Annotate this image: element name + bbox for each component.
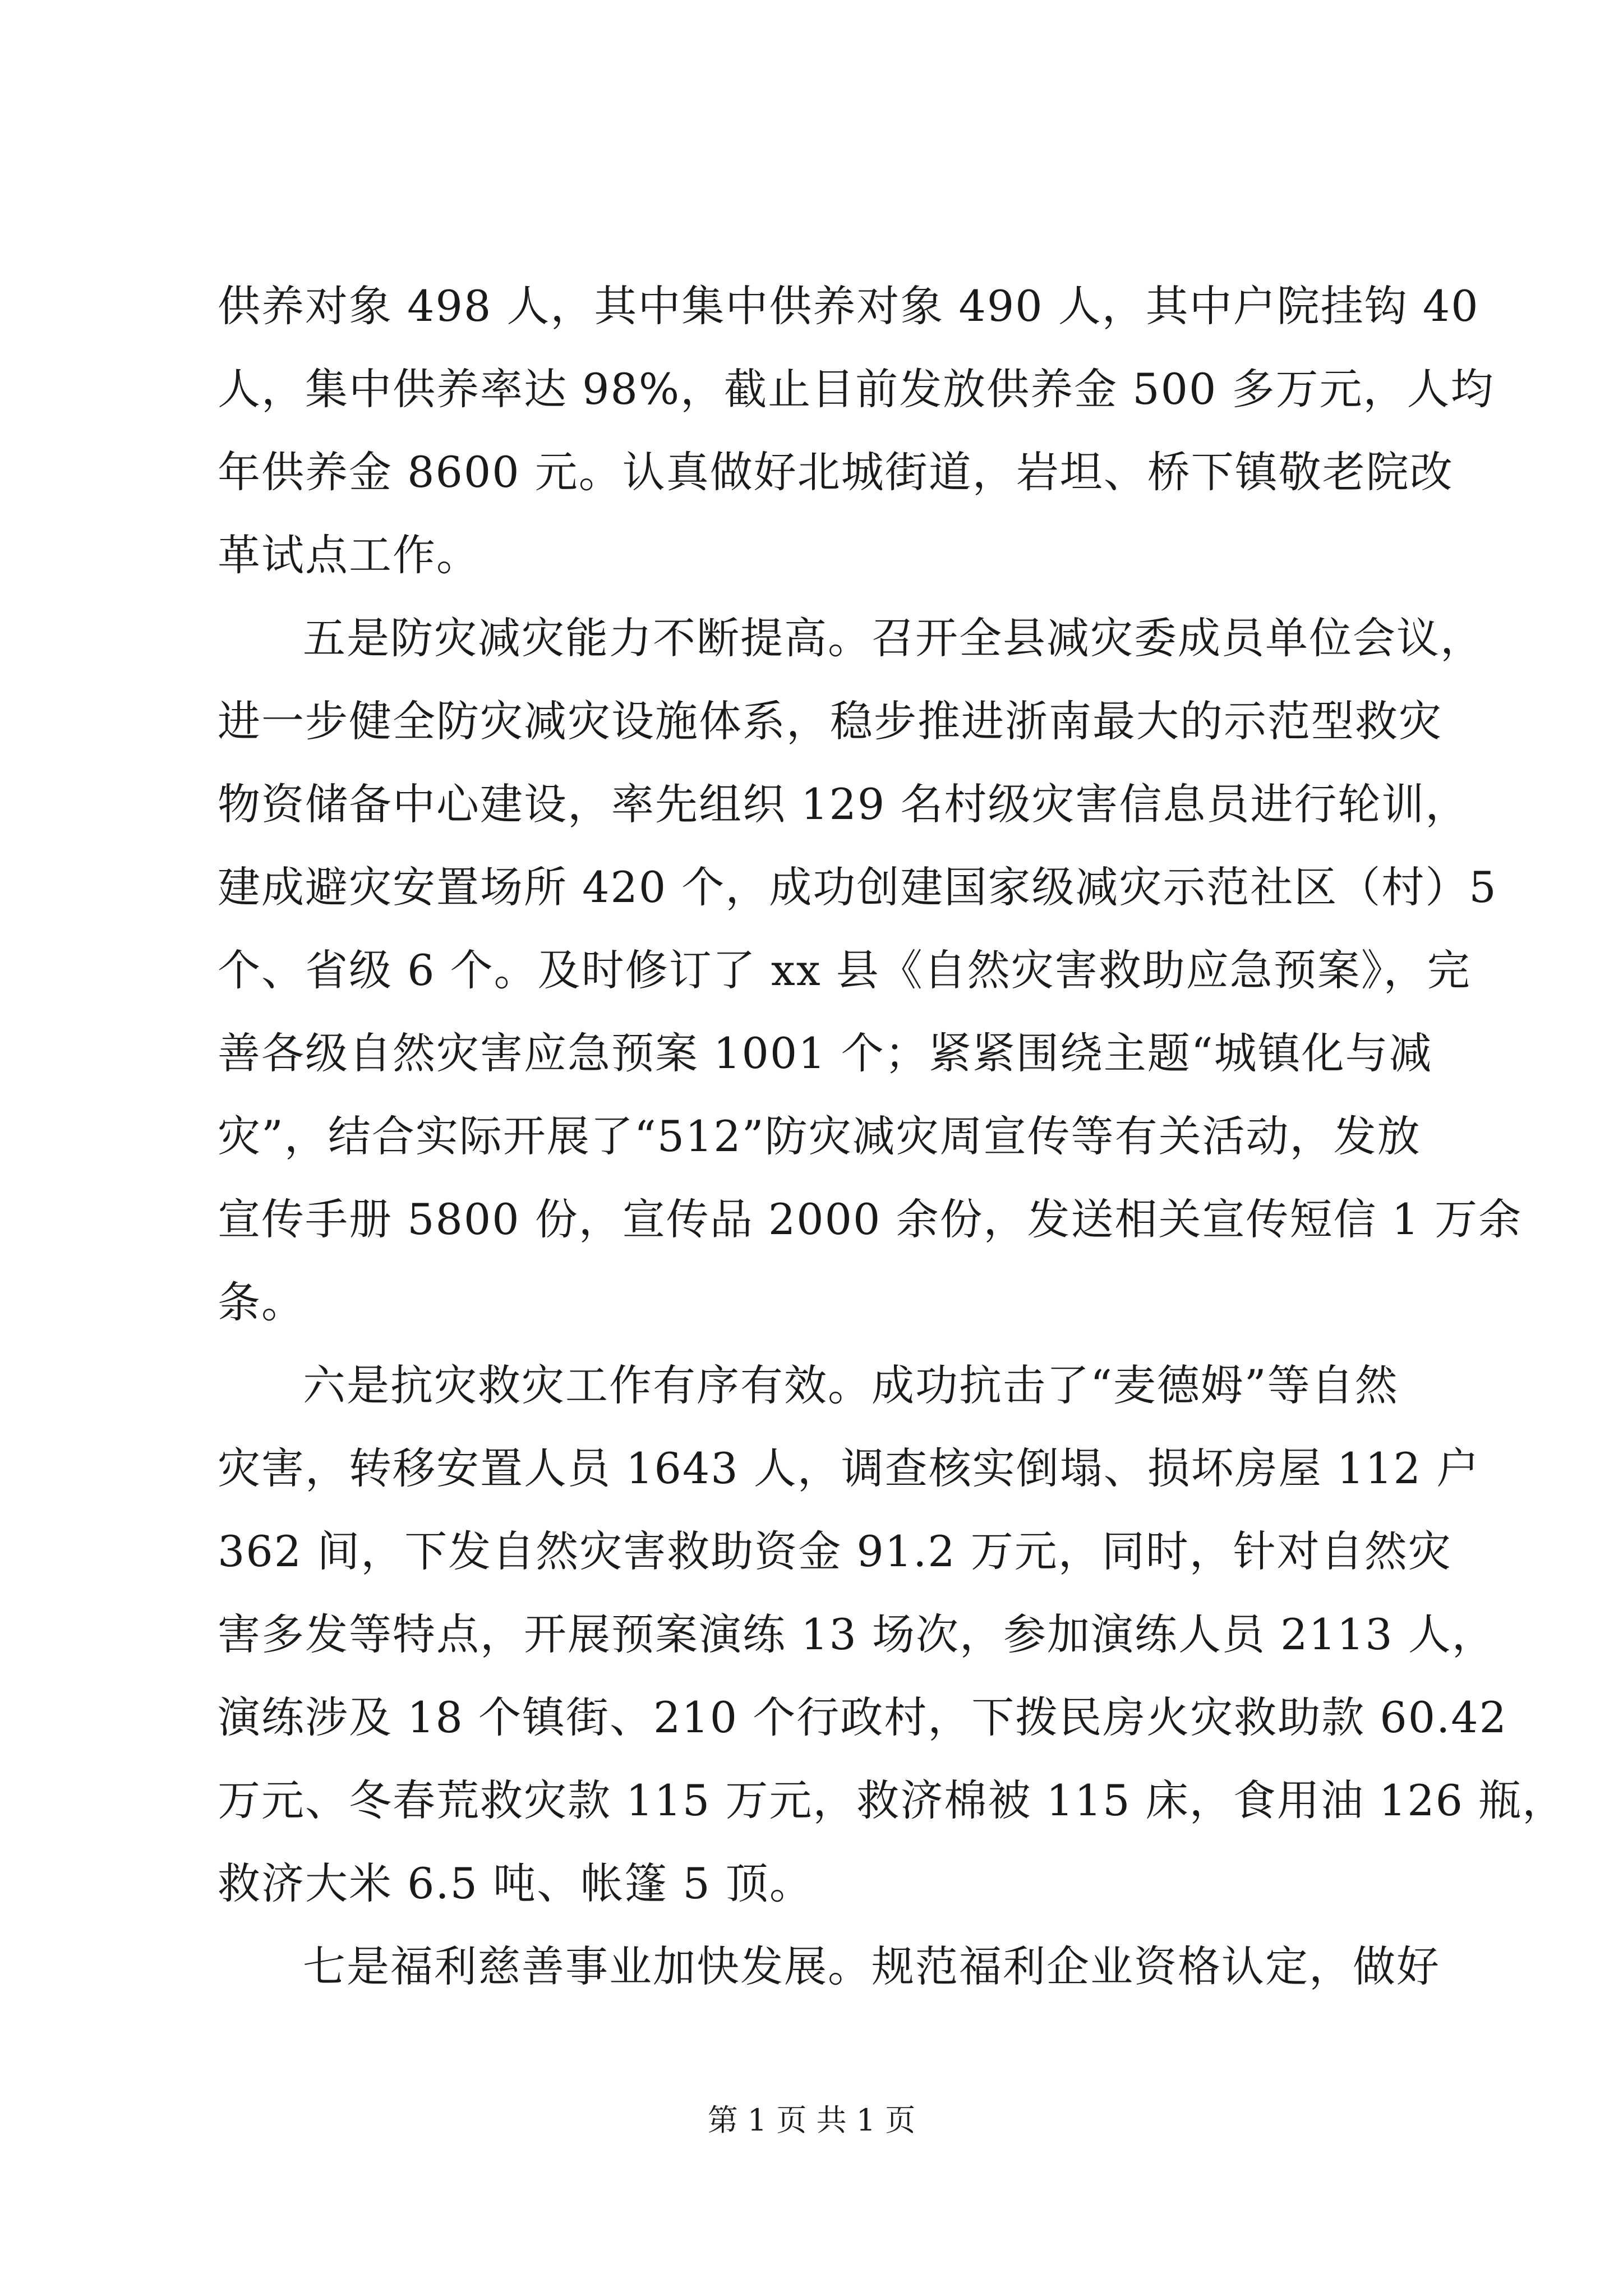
text-line: 个、省级 6 个。及时修订了 xx 县《自然灾害救助应急预案》，完: [218, 945, 1471, 995]
text-line: 条。: [218, 1277, 305, 1327]
text-line: 五是防灾减灾能力不断提高。召开全县减灾委成员单位会议，: [303, 613, 1484, 663]
text-line: 演练涉及 18 个镇街、210 个行政村，下拨民房火灾救助款 60.42: [218, 1692, 1507, 1742]
text-line: 善各级自然灾害应急预案 1001 个；紧紧围绕主题“城镇化与减: [218, 1028, 1433, 1078]
text-line: 六是抗灾救灾工作有序有效。成功抗击了“麦德姆”等自然: [303, 1360, 1399, 1410]
text-line: 进一步健全防灾减灾设施体系，稳步推进浙南最大的示范型救灾: [218, 696, 1442, 746]
text-line: 救济大米 6.5 吨、帐篷 5 顶。: [218, 1858, 813, 1908]
text-line: 供养对象 498 人，其中集中供养对象 490 人，其中户院挂钩 40: [218, 281, 1479, 331]
text-line: 灾害，转移安置人员 1643 人，调查核实倒塌、损坏房屋 112 户: [218, 1443, 1481, 1493]
text-line: 人，集中供养率达 98%，截止目前发放供养金 500 多万元，人均: [218, 364, 1495, 414]
text-line: 革试点工作。: [218, 530, 480, 580]
text-line: 害多发等特点，开展预案演练 13 场次，参加演练人员 2113 人，: [218, 1609, 1496, 1659]
text-line: 物资储备中心建设，率先组织 129 名村级灾害信息员进行轮训，: [218, 779, 1469, 829]
text-line: 灾”，结合实际开展了“512”防灾减灾周宣传等有关活动，发放: [218, 1111, 1421, 1161]
page-footer: 第 1 页 共 1 页: [707, 2102, 916, 2138]
text-line: 建成避灾安置场所 420 个，成功创建国家级减灾示范社区（村）5: [218, 862, 1497, 912]
text-line: 七是福利慈善事业加快发展。规范福利企业资格认定，做好: [303, 1941, 1440, 1991]
body-text: [218, 265, 1566, 2008]
text-line: 万元、冬春荒救灾款 115 万元，救济棉被 115 床，食用油 126 瓶，: [218, 1775, 1566, 1825]
text-line: 宣传手册 5800 份，宣传品 2000 余份，发送相关宣传短信 1 万余: [218, 1194, 1523, 1244]
text-line: 362 间，下发自然灾害救助资金 91.2 万元，同时，针对自然灾: [218, 1526, 1452, 1576]
text-line: 年供养金 8600 元。认真做好北城街道，岩坦、桥下镇敬老院改: [218, 447, 1454, 497]
